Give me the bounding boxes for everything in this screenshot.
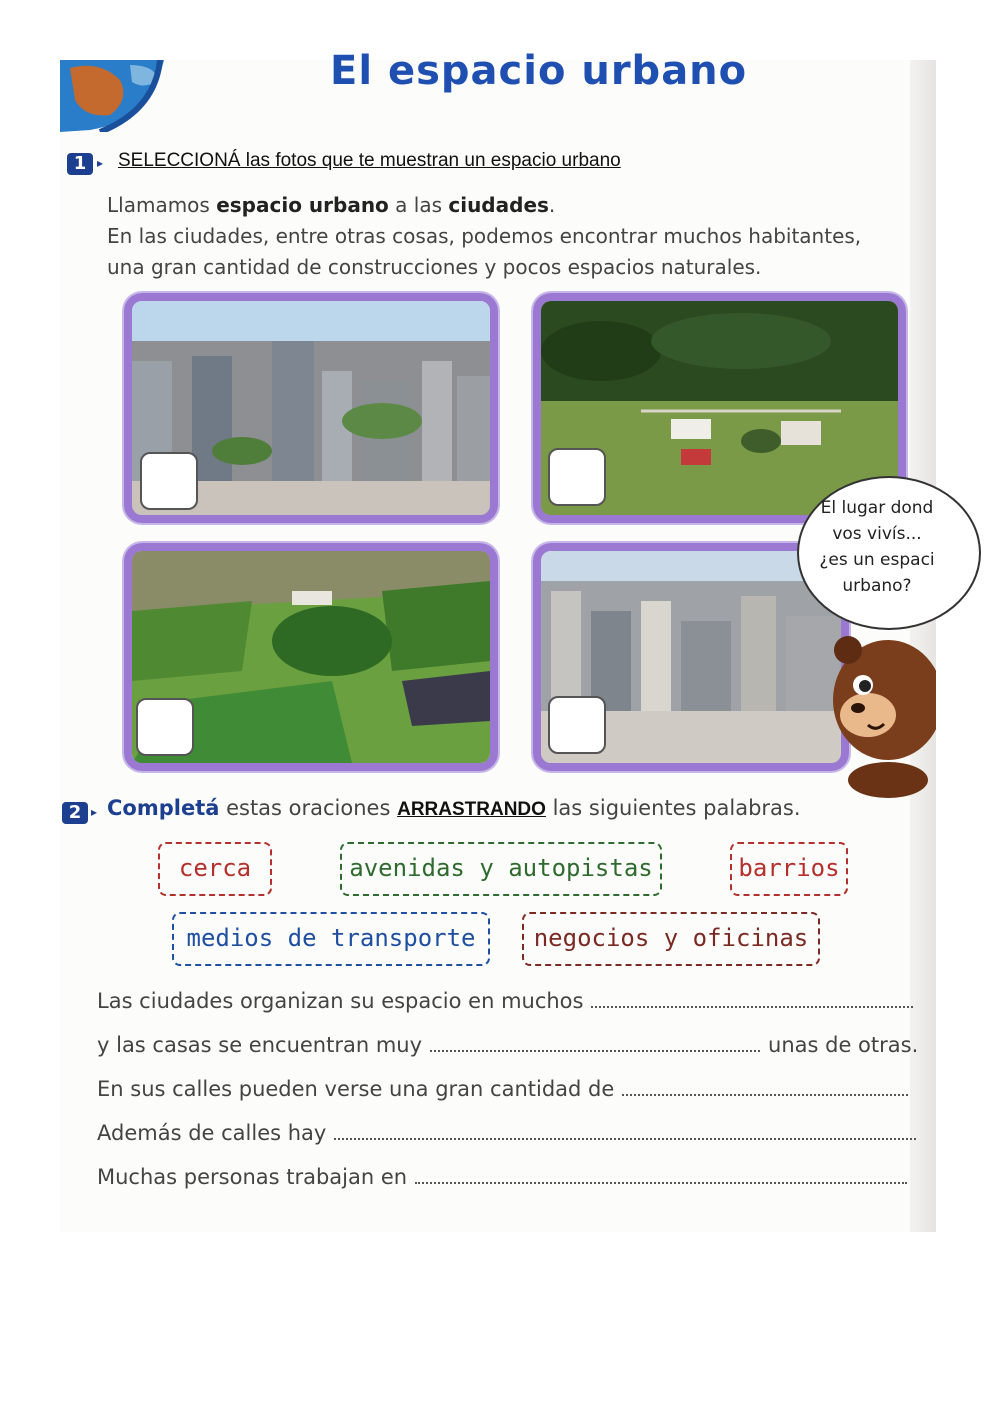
intro-line: En las ciudades, entre otras cosas, podemos encontrar muchos habitantes, <box>107 224 862 248</box>
drop-blank-2[interactable] <box>430 1032 760 1052</box>
drag-word-negocios-y-oficinas[interactable]: negocios y oficinas <box>522 912 820 966</box>
arrow-icon: ▸ <box>91 805 98 819</box>
sentence-5 <box>97 1164 927 1208</box>
intro-text: . <box>548 193 556 217</box>
instruction-text: estas oraciones <box>219 796 398 820</box>
sentence-3 <box>97 1076 927 1120</box>
drag-word-avenidas-y-autopistas[interactable]: avenidas y autopistas <box>340 842 662 896</box>
intro-paragraph <box>107 190 861 283</box>
select-checkbox-photo-4[interactable] <box>548 696 606 754</box>
fill-in-sentences <box>97 988 927 1208</box>
select-checkbox-photo-3[interactable] <box>136 698 194 756</box>
intro-text: Llamamos <box>107 193 217 217</box>
drop-blank-4[interactable] <box>334 1120 916 1140</box>
drop-blank-5[interactable] <box>415 1164 907 1184</box>
sentence-text: Además de calles hay <box>97 1121 327 1145</box>
drop-blank-3[interactable] <box>622 1076 908 1096</box>
sentence-4 <box>97 1120 927 1164</box>
activity-2-number: 2 <box>62 802 88 824</box>
globe-icon <box>60 60 164 132</box>
sentence-text: unas de otras. <box>768 1033 919 1057</box>
intro-bold-term: espacio urbano <box>216 193 389 217</box>
intro-text: a las <box>388 193 449 217</box>
instruction-text: las siguientes palabras. <box>545 796 801 820</box>
drag-word-barrios[interactable]: barrios <box>730 842 848 896</box>
sentence-text: y las casas se encuentran muy <box>97 1033 423 1057</box>
activity-2-instruction <box>107 796 801 821</box>
instruction-bold: Completá <box>107 796 220 820</box>
intro-line: una gran cantidad de construcciones y pocos espacios naturales. <box>107 255 762 279</box>
sentence-text: En sus calles pueden verse una gran cantidad de <box>97 1077 615 1101</box>
sentence-text: Muchas personas trabajan en <box>97 1165 408 1189</box>
arrow-icon: ▸ <box>97 156 104 170</box>
sentence-1 <box>97 988 927 1032</box>
mascot-character <box>818 620 936 804</box>
drag-word-medios-de-transporte[interactable]: medios de transporte <box>172 912 490 966</box>
sentence-2 <box>97 1032 927 1076</box>
select-checkbox-photo-2[interactable] <box>548 448 606 506</box>
page-title: El espacio urbano <box>330 48 748 94</box>
activity-1-instruction: SELECCIONÁ las fotos que te muestran un espacio urbano <box>118 150 621 171</box>
activity-1-number: 1 <box>67 153 93 175</box>
drop-blank-1[interactable] <box>591 988 913 1008</box>
instruction-underlined: ARRASTRANDO <box>397 799 546 820</box>
sentence-text: Las ciudades organizan su espacio en muchos <box>97 989 584 1013</box>
select-checkbox-photo-1[interactable] <box>140 452 198 510</box>
drag-word-cerca[interactable]: cerca <box>158 842 272 896</box>
speech-bubble-text: El lugar dond vos vivís... ¿es un espaci urbano? <box>819 498 935 596</box>
intro-bold-term: ciudades <box>448 193 549 217</box>
